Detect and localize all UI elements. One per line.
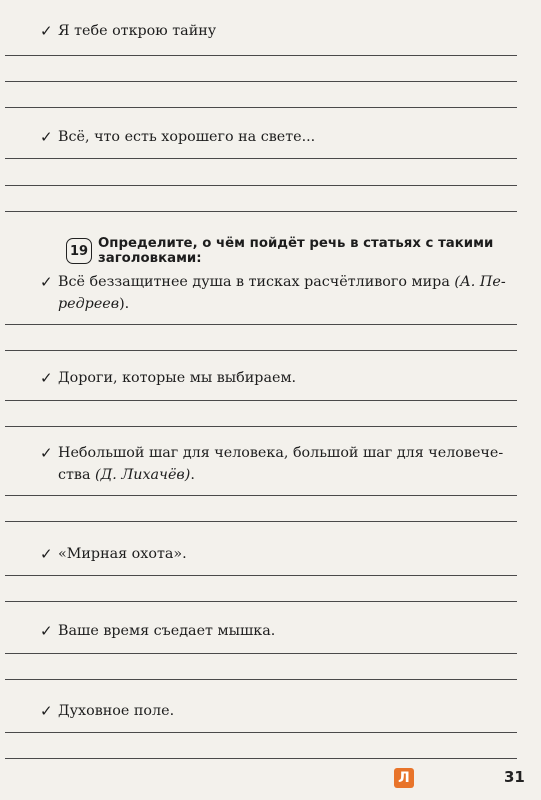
- checkmark-icon: ✓: [40, 369, 53, 387]
- answer-line: [5, 55, 517, 56]
- answer-line: [5, 158, 517, 159]
- list-item: [40, 367, 519, 389]
- checkmark-icon: ✓: [40, 128, 53, 146]
- item-author: (А. Пе-: [454, 274, 506, 290]
- checkmark-icon: ✓: [40, 444, 53, 462]
- list-item: [40, 271, 519, 315]
- answer-line: [5, 575, 517, 576]
- answer-line: [5, 732, 517, 733]
- answer-line: [5, 679, 517, 680]
- item-text: Всё беззащитнее душа в тисках расчётливого мира: [58, 274, 455, 290]
- item-text: Небольшой шаг для человека, большой шаг для человече-: [58, 445, 504, 461]
- answer-line: [5, 350, 517, 351]
- task-number: 19: [66, 238, 92, 264]
- answer-line: [5, 426, 517, 427]
- list-item: [40, 126, 519, 148]
- item-author: редреев: [58, 296, 120, 312]
- item-author: (Д. Лихачёв): [95, 467, 191, 483]
- answer-line: [5, 495, 517, 496]
- item-text: .: [190, 467, 195, 483]
- task-header: [66, 236, 531, 266]
- checkmark-icon: ✓: [40, 22, 53, 40]
- list-item: [40, 700, 519, 722]
- item-text: Я тебе открою тайну: [58, 23, 217, 39]
- item-text: «Мирная охота».: [58, 546, 187, 562]
- item-text: Всё, что есть хорошего на свете...: [58, 129, 316, 145]
- answer-line: [5, 601, 517, 602]
- item-text: Духовное поле.: [58, 703, 175, 719]
- list-item: [40, 20, 519, 42]
- page-number: 31: [504, 768, 525, 786]
- item-text: ства: [58, 467, 96, 483]
- checkmark-icon: ✓: [40, 273, 53, 291]
- answer-line: [5, 107, 517, 108]
- item-text: ).: [119, 296, 130, 312]
- list-item: [40, 442, 519, 486]
- list-item: [40, 543, 519, 565]
- answer-line: [5, 521, 517, 522]
- checkmark-icon: ✓: [40, 545, 53, 563]
- list-item: [40, 620, 519, 642]
- answer-line: [5, 211, 517, 212]
- answer-line: [5, 400, 517, 401]
- answer-line: [5, 653, 517, 654]
- answer-line: [5, 81, 517, 82]
- answer-line: [5, 758, 517, 759]
- answer-line: [5, 185, 517, 186]
- task-prompt: Определите, о чём пойдёт речь в статьях с такими заголовками:: [98, 236, 494, 266]
- checkmark-icon: ✓: [40, 622, 53, 640]
- answer-line: [5, 324, 517, 325]
- checkmark-icon: ✓: [40, 702, 53, 720]
- item-text: Дороги, которые мы выбираем.: [58, 370, 297, 386]
- publisher-logo-icon: Л: [394, 768, 414, 788]
- item-text: Ваше время съедает мышка.: [58, 623, 276, 639]
